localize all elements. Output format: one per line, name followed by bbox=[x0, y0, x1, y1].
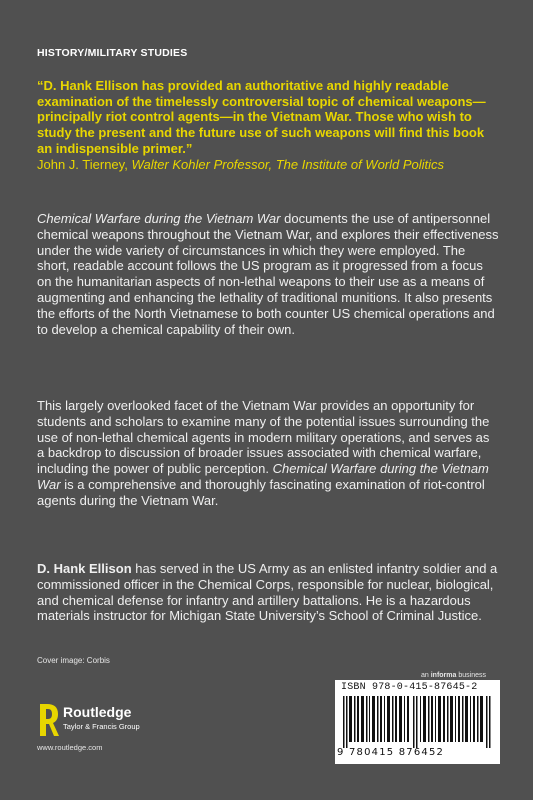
publisher-website: www.routledge.com bbox=[37, 743, 103, 752]
quote-attribution bbox=[37, 157, 457, 173]
category-label: HISTORY/MILITARY STUDIES bbox=[37, 47, 188, 59]
barcode-digits: 9 780415 876452 bbox=[337, 747, 445, 758]
quote-author: John J. Tierney, bbox=[37, 157, 128, 172]
publisher-name: Routledge bbox=[63, 704, 132, 720]
author-bio-text: has served in the US Army as an enlisted infantry soldier and a commissioned officer in the Chemical Corps, responsible for nuclear, biological, and chemical defense for infantry and artillery battalions. He is a hazardous materials instructor for Michigan State University’s School of Criminal Justice. bbox=[37, 561, 498, 624]
routledge-r-icon bbox=[37, 702, 59, 738]
barcode-bars bbox=[341, 696, 494, 748]
description-paragraph-1 bbox=[37, 211, 499, 337]
routledge-logo bbox=[37, 702, 177, 742]
description-text: documents the use of antipersonnel chemical weapons throughout the Vietnam War, and explores their effectiveness under the wide variety of circumstances in which they were employed. The short, readable account follows the US program as it progressed from a focus on the humanitarian aspects of non-lethal weapons to their use as a means of augmenting and enhancing the lethality of traditional munitions. It also presents the efforts of the North Vietnamese to both counter US chemical operations and to develop a chemical capability of their own. bbox=[37, 211, 499, 337]
book-title-italic: Chemical Warfare during the Vietnam War bbox=[37, 211, 281, 226]
endorsement-quote: “D. Hank Ellison has provided an authoritative and highly readable examination of the timelessly controversial topic of chemical weapons—principally riot control agents—in the Vietnam War. Those who wish to study the present and the future use of such weapons will find this book an indispensible primer.” bbox=[37, 78, 486, 156]
isbn-label: ISBN 978-0-415-87645-2 bbox=[341, 682, 478, 693]
author-name: D. Hank Ellison bbox=[37, 561, 132, 576]
publisher-group: Taylor & Francis Group bbox=[63, 722, 140, 731]
isbn-barcode bbox=[335, 680, 500, 764]
informa-business-label: an informa business bbox=[421, 672, 486, 679]
description-text: is a comprehensive and thoroughly fascinating examination of riot-control agents during the Vietnam War. bbox=[37, 476, 485, 508]
quote-author-title: Walter Kohler Professor, The Institute of World Politics bbox=[131, 157, 445, 172]
description-paragraph-2 bbox=[37, 398, 499, 509]
author-bio bbox=[37, 561, 499, 624]
book-title-italic: Chemical Warfare during the Vietnam War bbox=[37, 461, 489, 492]
informa-brand: informa bbox=[430, 672, 457, 679]
description-text: This largely overlooked facet of the Vietnam War provides an opportunity for students and scholars to examine many of the potential issues surrounding the use of non-lethal chemical agents in modern military operations, and serves as a backdrop to discussion of broader issues associated with chemical warfare, including the power of public perception. bbox=[37, 398, 490, 477]
cover-credit: Cover image: Corbis bbox=[37, 656, 110, 665]
